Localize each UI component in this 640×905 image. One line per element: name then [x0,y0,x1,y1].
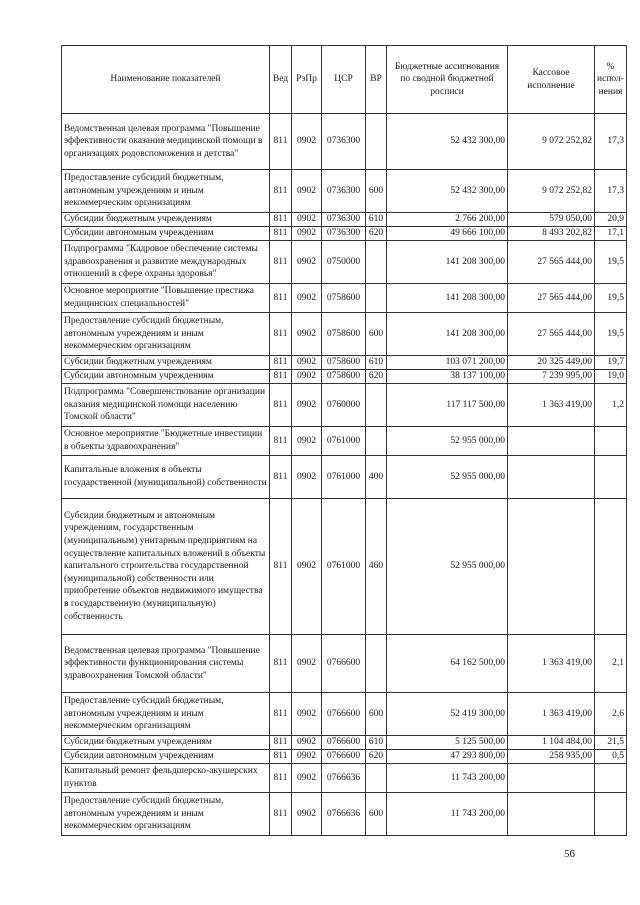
row-ved: 811 [270,384,292,427]
row-ved: 811 [270,313,292,356]
row-rzpr: 0902 [292,213,322,227]
row-csr: 0760000 [322,384,366,427]
row-pct: 1,2 [595,384,627,427]
row-name: Субсидии автономным учреждениям [62,370,270,384]
table-row [62,370,627,384]
row-csr: 0766600 [322,635,366,693]
row-rzpr: 0902 [292,284,322,313]
row-ved: 811 [270,736,292,750]
row-pct: 19,5 [595,284,627,313]
row-pct: 19,5 [595,241,627,284]
row-budget: 52 432 300,00 [387,114,508,170]
row-name: Ведомственная целевая программа "Повышение эффективности оказания медицинской помощи в организациях родовспоможения и детства" [62,114,270,170]
row-vr [366,764,387,793]
row-cash: 27 565 444,00 [508,241,595,284]
row-budget: 2 766 200,00 [387,213,508,227]
row-vr [366,635,387,693]
table-row [62,170,627,213]
table-row [62,213,627,227]
table-row [62,693,627,736]
header-name: Наименование показателей [62,46,270,114]
row-rzpr: 0902 [292,793,322,836]
row-name: Основное мероприятие "Бюджетные инвестиции в объекты здравоохранения" [62,427,270,456]
header-pct: % испол-нения [595,46,627,114]
row-cash [508,764,595,793]
row-csr: 0766600 [322,693,366,736]
row-cash: 9 072 252,82 [508,114,595,170]
row-ved: 811 [270,635,292,693]
row-ved: 811 [270,356,292,370]
table-header-row [62,46,627,114]
row-ved: 811 [270,170,292,213]
row-rzpr: 0902 [292,499,322,635]
row-pct: 17,1 [595,227,627,241]
row-name: Предоставление субсидий бюджетным, автономным учреждениям и иным некоммерческим организациям [62,313,270,356]
row-cash: 20 325 449,00 [508,356,595,370]
row-rzpr: 0902 [292,241,322,284]
row-budget: 52 955 000,00 [387,499,508,635]
row-name: Субсидии бюджетным и автономным учреждениям, государственным (муниципальным) унитарным предприятиям на осуществление капитальных вложений в объекты капитального строительства государственной (муниципальной) собственности или приобретение объектов недвижимого имущества в государственную (муниципальную) собственность [62,499,270,635]
row-pct: 17,3 [595,114,627,170]
row-rzpr: 0902 [292,635,322,693]
row-rzpr: 0902 [292,456,322,499]
table-row [62,384,627,427]
row-pct: 17,3 [595,170,627,213]
row-rzpr: 0902 [292,736,322,750]
row-budget: 64 162 500,00 [387,635,508,693]
row-csr: 0761000 [322,427,366,456]
row-name: Предоставление субсидий бюджетным, автономным учреждениям и иным некоммерческим организациям [62,170,270,213]
row-csr: 0761000 [322,456,366,499]
header-rzpr: РзПр [292,46,322,114]
row-cash [508,427,595,456]
row-vr [366,384,387,427]
header-csr: ЦСР [322,46,366,114]
row-rzpr: 0902 [292,764,322,793]
row-pct [595,764,627,793]
row-name: Предоставление субсидий бюджетным, автономным учреждениям и иным некоммерческим организациям [62,693,270,736]
row-vr: 610 [366,356,387,370]
row-csr: 0736300 [322,213,366,227]
row-ved: 811 [270,114,292,170]
table-row [62,736,627,750]
row-ved: 811 [270,764,292,793]
page-number: 56 [564,848,575,860]
row-rzpr: 0902 [292,693,322,736]
table-row [62,356,627,370]
row-budget: 11 743 200,00 [387,764,508,793]
row-pct [595,499,627,635]
row-name: Субсидии бюджетным учреждениям [62,356,270,370]
row-name: Подпрограмма "Совершенствование организации оказания медицинской помощи населению Томской области" [62,384,270,427]
row-rzpr: 0902 [292,356,322,370]
row-rzpr: 0902 [292,170,322,213]
row-ved: 811 [270,427,292,456]
row-vr: 600 [366,170,387,213]
row-cash: 7 239 995,00 [508,370,595,384]
row-cash: 8 493 202,82 [508,227,595,241]
table-row [62,750,627,764]
row-pct: 19,7 [595,356,627,370]
row-vr: 620 [366,750,387,764]
table-row [62,764,627,793]
row-pct: 20,9 [595,213,627,227]
table-row [62,456,627,499]
row-csr: 0736300 [322,114,366,170]
table-row [62,241,627,284]
row-vr: 600 [366,693,387,736]
row-name: Субсидии бюджетным учреждениям [62,213,270,227]
row-budget: 11 743 200,00 [387,793,508,836]
row-budget: 47 293 800,00 [387,750,508,764]
row-pct: 21,5 [595,736,627,750]
row-ved: 811 [270,227,292,241]
row-csr: 0766600 [322,736,366,750]
table-row [62,793,627,836]
row-name: Капитальные вложения в объекты государственной (муниципальной) собственности [62,456,270,499]
row-budget: 117 117 500,00 [387,384,508,427]
row-pct: 2,1 [595,635,627,693]
row-budget: 141 208 300,00 [387,284,508,313]
row-budget: 49 666 100,00 [387,227,508,241]
row-budget: 52 955 000,00 [387,427,508,456]
table-row [62,499,627,635]
row-cash: 1 363 419,00 [508,635,595,693]
table-row [62,114,627,170]
header-vr: ВР [366,46,387,114]
row-budget: 103 071 200,00 [387,356,508,370]
row-csr: 0758600 [322,284,366,313]
header-budget: Бюджетные ассигнования по сводной бюджетной росписи [387,46,508,114]
row-name: Ведомственная целевая программа "Повышение эффективности функционирования системы здравоохранения Томской области" [62,635,270,693]
row-cash: 27 565 444,00 [508,313,595,356]
row-name: Предоставление субсидий бюджетным, автономным учреждениям и иным некоммерческим организациям [62,793,270,836]
row-vr: 460 [366,499,387,635]
row-cash: 579 050,00 [508,213,595,227]
row-csr: 0766636 [322,764,366,793]
row-vr [366,284,387,313]
row-csr: 0750000 [322,241,366,284]
row-cash: 27 565 444,00 [508,284,595,313]
row-csr: 0758600 [322,370,366,384]
row-pct [595,793,627,836]
row-pct [595,427,627,456]
row-rzpr: 0902 [292,384,322,427]
row-vr [366,114,387,170]
row-ved: 811 [270,213,292,227]
row-pct: 19,5 [595,313,627,356]
row-pct: 19,0 [595,370,627,384]
table-row [62,227,627,241]
row-budget: 141 208 300,00 [387,313,508,356]
table-row [62,313,627,356]
row-cash: 1 363 419,00 [508,693,595,736]
row-vr: 610 [366,736,387,750]
table-row [62,284,627,313]
header-ved: Вед [270,46,292,114]
row-cash [508,456,595,499]
row-ved: 811 [270,284,292,313]
row-csr: 0758600 [322,313,366,356]
table-row [62,427,627,456]
row-pct: 2,6 [595,693,627,736]
row-pct [595,456,627,499]
row-ved: 811 [270,499,292,635]
row-rzpr: 0902 [292,370,322,384]
header-cash: Кассовое исполнение [508,46,595,114]
row-vr [366,241,387,284]
row-ved: 811 [270,693,292,736]
row-cash: 9 072 252,82 [508,170,595,213]
row-budget: 38 137 100,00 [387,370,508,384]
row-vr: 400 [366,456,387,499]
row-csr: 0761000 [322,499,366,635]
row-ved: 811 [270,241,292,284]
row-pct: 0,5 [595,750,627,764]
budget-table [61,45,627,836]
row-budget: 5 125 500,00 [387,736,508,750]
row-cash [508,793,595,836]
row-vr: 600 [366,793,387,836]
row-rzpr: 0902 [292,227,322,241]
row-ved: 811 [270,456,292,499]
row-ved: 811 [270,793,292,836]
row-cash: 1 104 484,00 [508,736,595,750]
row-cash [508,499,595,635]
table-row [62,635,627,693]
row-vr: 620 [366,227,387,241]
row-budget: 52 432 300,00 [387,170,508,213]
row-rzpr: 0902 [292,750,322,764]
row-budget: 52 955 000,00 [387,456,508,499]
row-vr: 610 [366,213,387,227]
row-name: Подпрограмма "Кадровое обеспечение системы здравоохранения и развитие международных отношений в сфере охраны здоровья" [62,241,270,284]
row-budget: 141 208 300,00 [387,241,508,284]
row-name: Субсидии автономным учреждениям [62,227,270,241]
row-ved: 811 [270,370,292,384]
row-csr: 0736300 [322,170,366,213]
row-vr: 600 [366,313,387,356]
row-ved: 811 [270,750,292,764]
row-rzpr: 0902 [292,313,322,356]
row-csr: 0736300 [322,227,366,241]
row-csr: 0766600 [322,750,366,764]
row-budget: 52 419 300,00 [387,693,508,736]
row-vr [366,427,387,456]
row-name: Субсидии автономным учреждениям [62,750,270,764]
row-rzpr: 0902 [292,114,322,170]
row-name: Капитальный ремонт фельдшерско-акушерских пунктов [62,764,270,793]
row-name: Субсидии бюджетным учреждениям [62,736,270,750]
row-cash: 258 935,00 [508,750,595,764]
row-csr: 0766636 [322,793,366,836]
row-rzpr: 0902 [292,427,322,456]
row-cash: 1 363 419,00 [508,384,595,427]
row-csr: 0758600 [322,356,366,370]
row-vr: 620 [366,370,387,384]
row-name: Основное мероприятие "Повышение престижа медицинских специальностей" [62,284,270,313]
